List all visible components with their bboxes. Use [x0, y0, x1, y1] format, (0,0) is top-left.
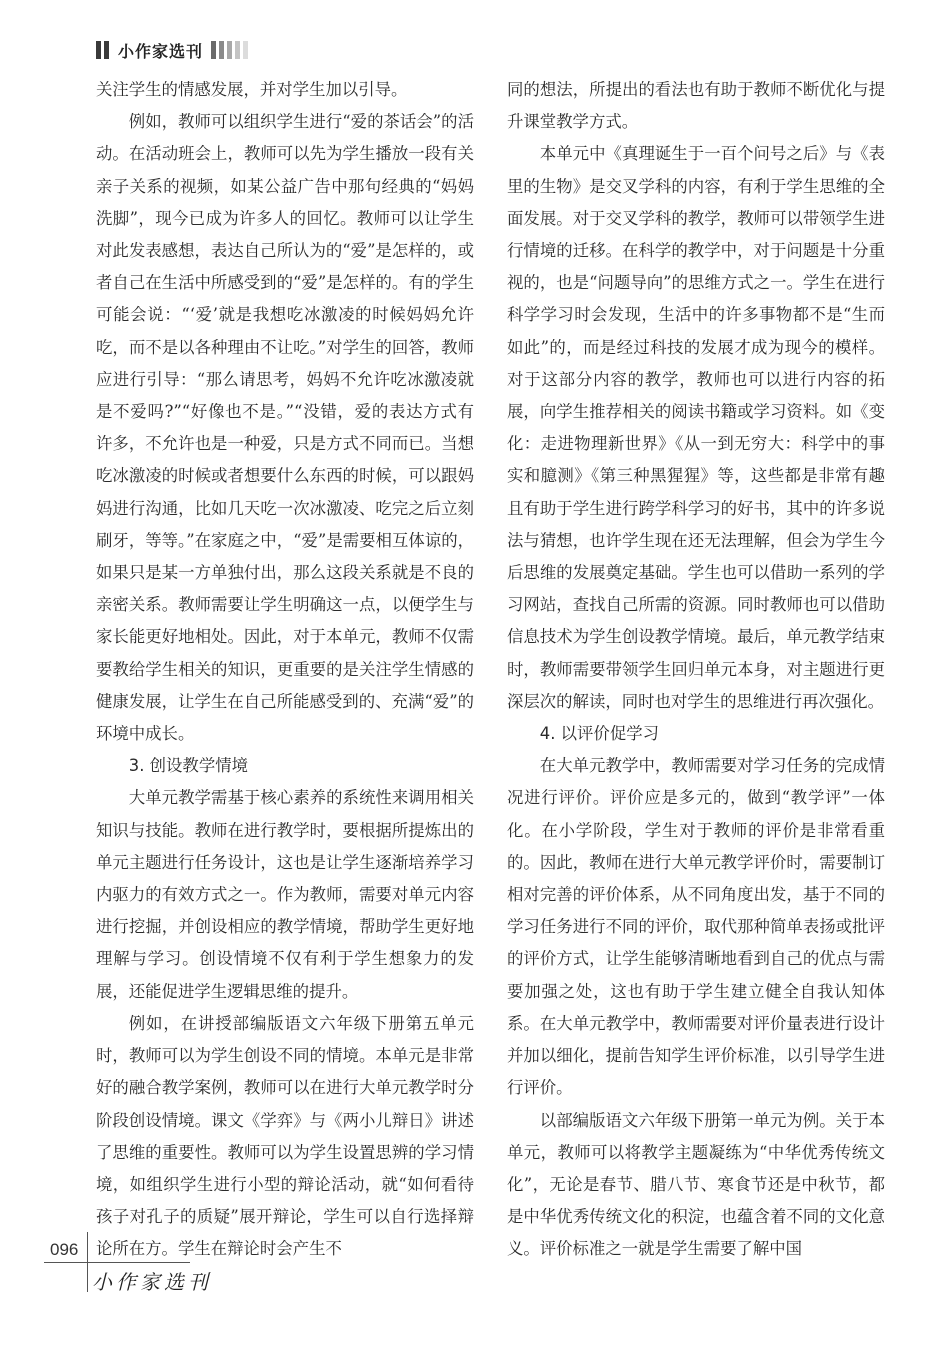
- paragraph: 本单元中《真理诞生于一百个问号之后》与《表里的生物》是交叉学科的内容，有利于学生思维的全面发展。对于交叉学科的教学，教师可以带领学生进行情境的迁移。在科学的教学中，对于问题是十分重视的，也是“问题导向”的思维方式之一。学生在进行科学学习时会发现，生活中的许多事物都不是“生而如此”的，而是经过科技的发展才成为现今的模样。对于这部分内容的教学，教师也可以进行内容的拓展，向学生推荐相关的阅读书籍或学习资料。如《变化：走进物理新世界》《从一到无穷大：科学中的事实和臆测》《第三种黑猩猩》等，这些都是非常有趣且有助于学生进行跨学科学习的好书，其中的许多说法与猜想，也许学生现在还无法理解，但会为学生今后思维的发展奠定基础。学生也可以借助一系列的学习网站，查找自己所需的资源。同时教师也可以借助信息技术为学生创设教学情境。最后，单元教学结束时，教师需要带领学生回归单元本身，对主题进行更深层次的解读，同时也对学生的思维进行再次强化。: [507, 144, 885, 711]
- header-bar-mark: [104, 41, 109, 59]
- header-stripe: [227, 41, 232, 59]
- header-stripe: [243, 41, 248, 59]
- journal-title: 小作家选刊: [118, 41, 204, 61]
- left-column: [96, 74, 474, 1266]
- footer-divider-horizontal: [44, 1262, 190, 1263]
- paragraph: 关注学生的情感发展，并对学生加以引导。: [96, 80, 408, 99]
- running-header: [96, 36, 251, 64]
- header-stripe: [211, 41, 216, 59]
- section-heading: 4. 以评价促学习: [539, 724, 659, 744]
- header-bar-mark: [96, 41, 101, 59]
- paragraph: 大单元教学需基于核心素养的系统性来调用相关知识与技能。教师在进行教学时，要根据所提炼出的单元主题进行任务设计，这也是让学生逐渐培养学习内驱力的有效方式之一。作为教师，需要对单元内容进行挖掘，并创设相应的教学情境，帮助学生更好地理解与学习。创设情境不仅有利于学生想象力的发展，还能促进学生逻辑思维的提升。: [96, 788, 474, 1001]
- paragraph: 同的想法，所提出的看法也有助于教师不断优化与提升课堂教学方式。: [507, 80, 885, 132]
- right-column: [507, 74, 885, 1266]
- paragraph: 在大单元教学中，教师需要对学习任务的完成情况进行评价。评价应是多元的，做到“教学评”一体化。在小学阶段，学生对于教师的评价是非常看重的。因此，教师在进行大单元教学评价时，需要制订相对完善的评价体系，从不同角度出发，基于不同的学习任务进行不同的评价，取代那种简单表扬或批评的评价方式，让学生能够清晰地看到自己的优点与需要加强之处，这也有助于学生建立健全自我认知体系。在大单元教学中，教师需要对评价量表进行设计并加以细化，提前告知学生评价标准，以引导学生进行评价。: [507, 756, 885, 1098]
- header-stripe: [235, 41, 240, 59]
- header-stripe: [219, 41, 224, 59]
- paragraph: 例如，教师可以组织学生进行“爱的茶话会”的活动。在活动班会上，教师可以先为学生播放一段有关亲子关系的视频，如某公益广告中那句经典的“妈妈洗脚”，现今已成为许多人的回忆。教师可以让学生对此发表感想，表达自己所认为的“爱”是怎样的，或者自己在生活中所感受到的“爱”是怎样的。有的学生可能会说：“‘爱’就是我想吃冰激凌的时候妈妈允许吃，而不是以各种理由不让吃。”对学生的回答，教师应进行引导：“那么请思考，妈妈不允许吃冰激凌就是不爱吗?”“好像也不是。”“没错，爱的表达方式有许多，不允许也是一种爱，只是方式不同而已。当想吃冰激凌的时候或者想要什么东西的时候，可以跟妈妈进行沟通，比如几天吃一次冰激凌、吃完之后立刻刷牙，等等。”在家庭之中，“爱”是需要相互体谅的，如果只是某一方单独付出，那么这段关系就是不良的亲密关系。教师需要让学生明确这一点，以便学生与家长能更好地相处。因此，对于本单元，教师不仅需要教给学生相关的知识，更重要的是关注学生情感的健康发展，让学生在自己所能感受到的、充满“爱”的环境中成长。: [96, 112, 474, 744]
- paragraph: 例如，在讲授部编版语文六年级下册第五单元时，教师可以为学生创设不同的情境。本单元是非常好的融合教学案例，教师可以在进行大单元教学时分阶段创设情境。课文《学弈》与《两小儿辩日》讲述了思维的重要性。教师可以为学生设置思辨的学习情境，如组织学生进行小型的辩论活动，就“如何看待孩子对孔子的质疑”展开辩论，学生可以自行选择辩论所在方。学生在辩论时会产生不: [96, 1013, 474, 1259]
- paragraph: 以部编版语文六年级下册第一单元为例。关于本单元，教师可以将教学主题凝练为“中华优秀传统文化”，无论是春节、腊八节、寒食节还是中秋节，都是中华优秀传统文化的积淀，也蕴含着不同的文化意义。评价标准之一就是学生需要了解中国: [507, 1110, 885, 1259]
- journal-logo: 小作家选刊: [92, 1270, 212, 1294]
- page-number: 096: [50, 1240, 79, 1259]
- section-heading: 3. 创设教学情境: [128, 756, 248, 776]
